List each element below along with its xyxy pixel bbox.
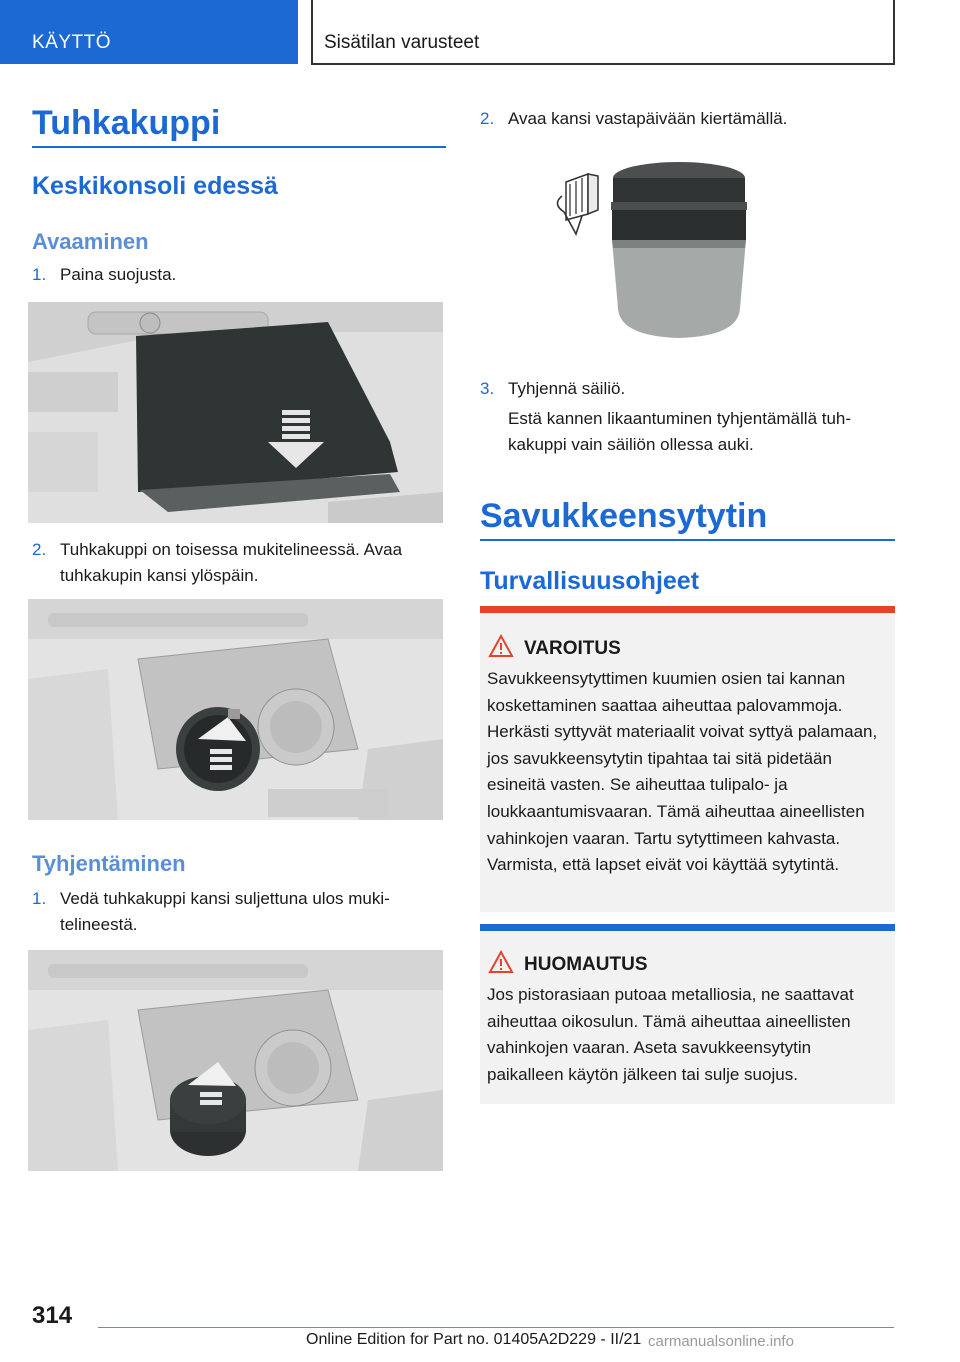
- section-label: KÄYTTÖ: [32, 32, 112, 53]
- section-title: Savukkeensytytin: [480, 497, 768, 535]
- warning-label: VAROITUS: [524, 638, 621, 659]
- footer-rule: [98, 1327, 894, 1328]
- notice-text: Jos pistorasiaan putoaa metalliosia, ne saattavat aiheuttaa oikosulun. Tämä aiheuttaa aineellisten vahinkojen vaaran. Aseta savukkeensytytin paikalleen käytön jälkeen tai sulje suojus.: [487, 985, 854, 1084]
- page-number: 314: [32, 1302, 73, 1329]
- step-note-text: Estä kannen likaantuminen tyhjentämällä tuhkakuppi vain säiliön ollessa auki.: [508, 409, 852, 454]
- page-title: Tuhkakuppi: [32, 104, 221, 142]
- edition-text: Online Edition for Part no. 01405A2D229 - II/21: [306, 1331, 642, 1348]
- cup-holder-image: [28, 599, 443, 820]
- step-text: Avaa kansi vastapäivään kiertämällä.: [508, 109, 788, 128]
- notice-box: [480, 924, 895, 1104]
- step-number: 2.: [480, 109, 495, 128]
- step-number: 2.: [32, 540, 47, 559]
- title-rule: [480, 539, 895, 541]
- subtitle: Turvallisuusohjeet: [480, 567, 700, 595]
- title-rule: [32, 146, 446, 148]
- ashtray-container-image: [554, 158, 754, 348]
- warning-box: [480, 606, 895, 912]
- chapter-title: Sisätilan varusteet: [324, 32, 480, 53]
- step-text: Tyhjennä säiliö.: [508, 379, 626, 398]
- step-number: 3.: [480, 379, 495, 398]
- step-text: Paina suojusta.: [60, 265, 177, 284]
- warning-text: Savukkeensytyttimen kuumien osien tai kannan koskettaminen saattaa aiheuttaa palovammoja. Herkästi syttyvät materiaalit voivat syttyä palamaan, jos savukkeensytytin tipahtaa tai sitä pidetään esineitä vasten. Se aiheuttaa tulipalo- ja loukkaantumisvaaran. Tämä aiheuttaa aineellisten vahinkojen vaaran. Tartu sytyttimeen kahvasta. Varmista, että lapset eivät voi käyttää sytytintä.: [487, 669, 878, 875]
- warning-triangle-icon: [488, 950, 514, 974]
- notice-label: HUOMAUTUS: [524, 954, 648, 975]
- header-divider: [893, 0, 895, 64]
- header-divider: [311, 0, 313, 64]
- watermark: carmanualsonline.info: [648, 1333, 794, 1350]
- header-underline: [311, 63, 895, 65]
- open-heading: Avaaminen: [32, 229, 149, 254]
- section-tab: [0, 0, 298, 64]
- step-text: Vedä tuhkakuppi kansi suljettuna ulos mukitelineestä.: [60, 889, 390, 934]
- notice-bar: [480, 924, 895, 931]
- ashtray-removal-image: [28, 950, 443, 1171]
- subtitle: Keskikonsoli edessä: [32, 172, 278, 200]
- console-lid-image: [28, 302, 443, 523]
- warning-bar: [480, 606, 895, 613]
- step-number: 1.: [32, 889, 47, 908]
- step-text: Tuhkakuppi on toisessa mukitelineessä. Avaa tuhkakupin kansi ylöspäin.: [60, 540, 403, 585]
- empty-heading: Tyhjentäminen: [32, 851, 186, 876]
- step-number: 1.: [32, 265, 47, 284]
- warning-triangle-icon: [488, 634, 514, 658]
